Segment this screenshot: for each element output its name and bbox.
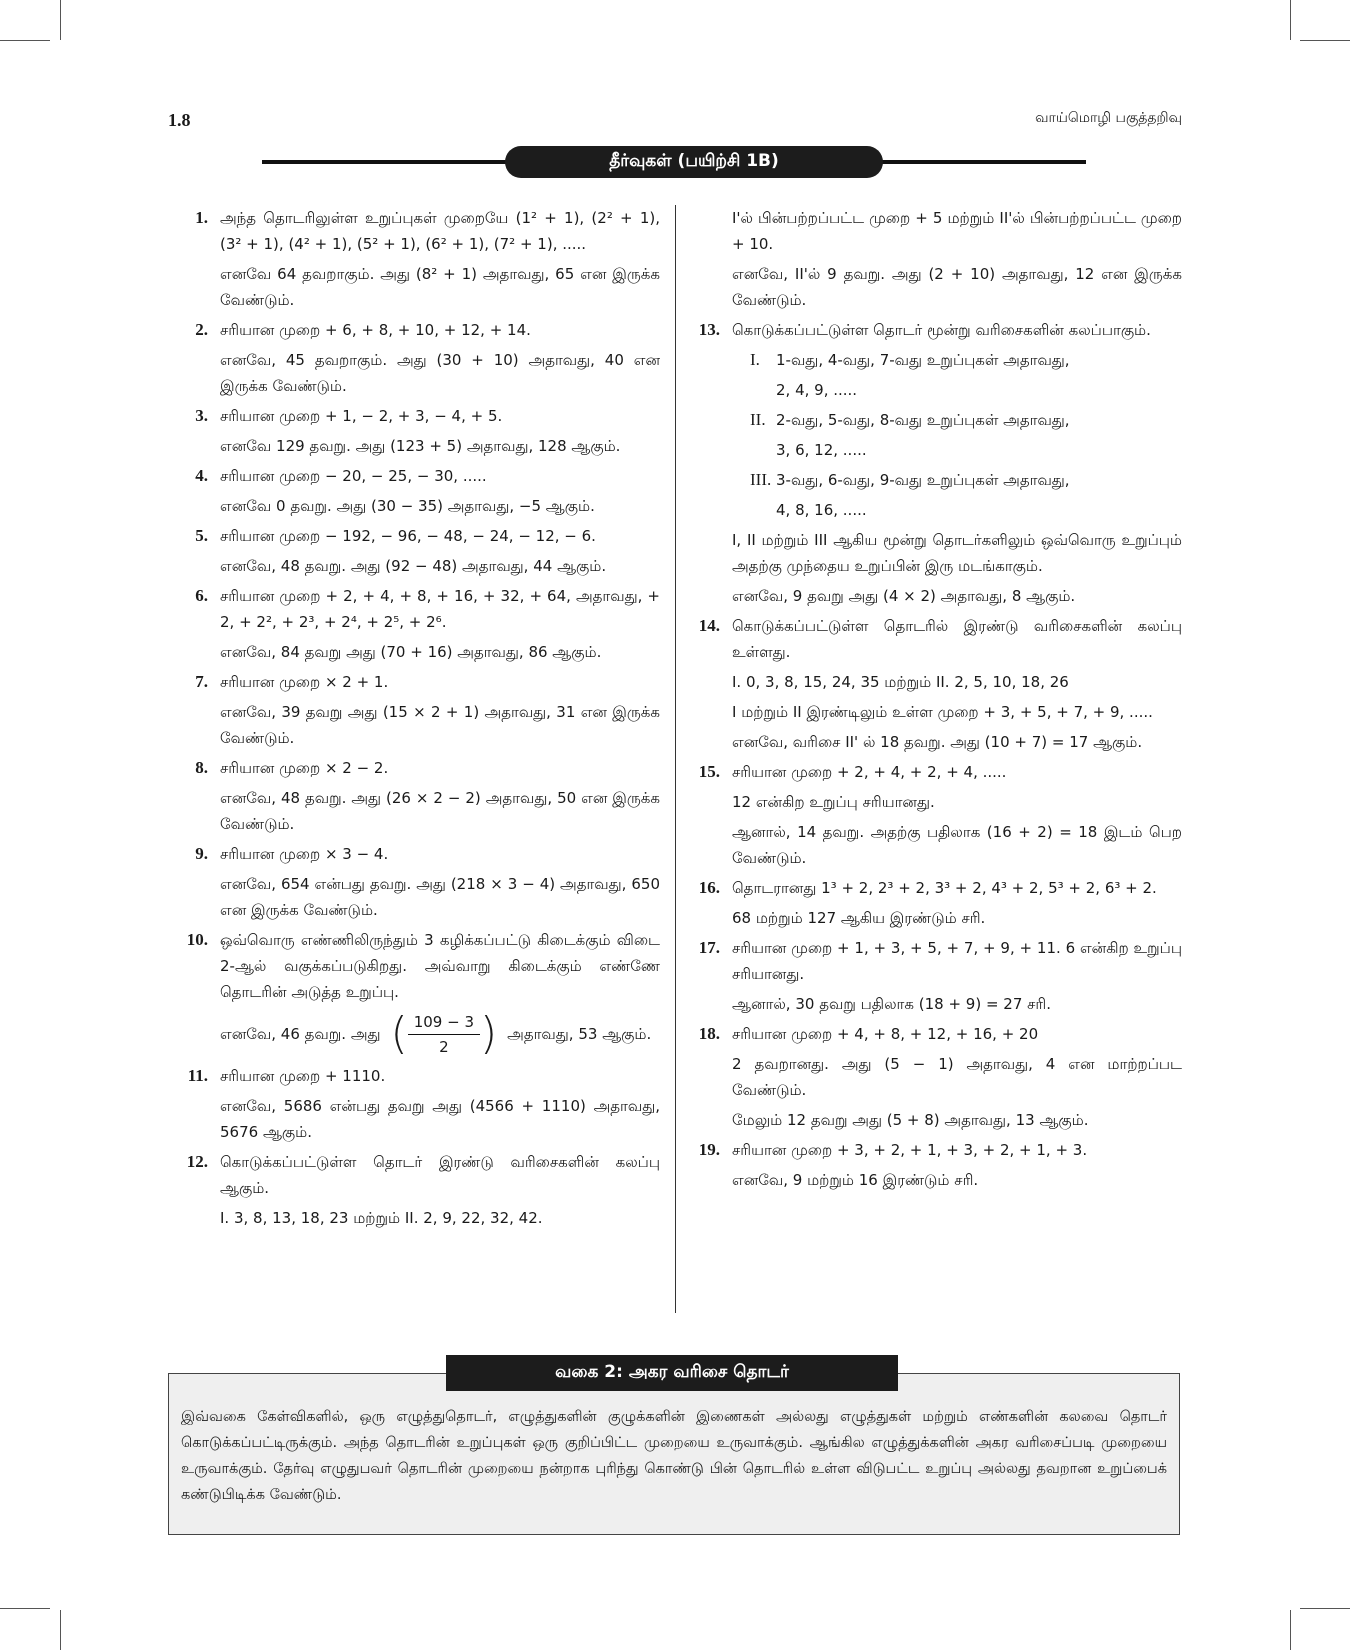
crop-mark (1300, 40, 1350, 41)
solution-number: 15. (698, 762, 720, 781)
solution-text: அந்த தொடரிலுள்ள உறுப்புகள் முறையே (1² + 1), (2² + 1), (3² + 1), (4² + 1), (5² + 1), (6² + 1), (7² + 1), ..... (220, 209, 660, 253)
solution-text-pre: எனவே, 46 தவறு. அது (220, 1025, 381, 1043)
solution-number: 5. (195, 526, 208, 545)
solution-number: 18. (698, 1024, 720, 1043)
solution-text: ஆனால், 14 தவறு. அதற்கு பதிலாக (16 + 2) = 18 இடம் பெற வேண்டும். (732, 823, 1182, 867)
sequence-description (750, 407, 1182, 433)
solution-12 (186, 1149, 660, 1231)
crop-mark (1290, 0, 1291, 40)
solution-number: 10. (186, 930, 208, 949)
sequence-values: 3, 6, 12, ..... (776, 441, 867, 459)
crop-mark (60, 1610, 61, 1650)
solution-item (698, 1021, 1182, 1133)
solution-number: 19. (698, 1140, 720, 1159)
solution-number: 8. (195, 758, 208, 777)
solution-item (698, 1137, 1182, 1193)
solution-text: I. 3, 8, 13, 18, 23 மற்றும் II. 2, 9, 22, 32, 42. (220, 1209, 543, 1227)
solution-item (190, 841, 660, 923)
solution-item (190, 317, 660, 399)
left-column (186, 205, 660, 1235)
solution-text: சரியான முறை − 192, − 96, − 48, − 24, − 12, − 6. (220, 527, 596, 545)
solution-number: 17. (698, 938, 720, 957)
type-box-title: வகை 2: அகர வரிசை தொடர் (446, 1355, 898, 1391)
solution-item (190, 205, 660, 313)
solution-text (220, 1009, 660, 1059)
column-divider (675, 205, 676, 1313)
type-box-body: இவ்வகை கேள்விகளில், ஒரு எழுத்துதொடர், எழுத்துகளின் குழுக்களின் இணைகள் அல்லது எழுத்துகள் மற்றும் எண்களின் கலவை தொடர் கொடுக்கப்பட்டிருக்கும். அந்த தொடரின் உறுப்புகள் ஒரு குறிப்பிட்ட முறையை உருவாக்கும். ஆங்கில எழுத்துக்களின் அகர வரிசைப்படி முறையை உருவாக்கும். தேர்வு எழுதுபவர் தொடரின் முறையை நன்றாக புரிந்து கொண்டு பின் தொடரில் உள்ள விடுபட்ட உறுப்பு அல்லது தவறான உறுப்பைக் கண்டுபிடிக்க வேண்டும். (181, 1409, 1167, 1503)
solution-text: சரியான முறை + 3, + 2, + 1, + 3, + 2, + 1, + 3. (732, 1141, 1088, 1159)
solution-text: எனவே, II'ல் 9 தவறு. அது (2 + 10) அதாவது, 12 என இருக்க வேண்டும். (732, 265, 1182, 309)
solutions-14-19 (698, 613, 1182, 1193)
sequence-values: 4, 8, 16, ..... (776, 501, 867, 519)
crop-mark (60, 0, 61, 40)
sequence-label: I. (750, 350, 760, 369)
solution-13 (698, 317, 1182, 609)
solution-text: 2 தவறானது. அது (5 − 1) அதாவது, 4 என மாற்றப்பட வேண்டும். (732, 1055, 1182, 1099)
solution-text: சரியான முறை + 1, + 3, + 5, + 7, + 9, + 11. 6 என்கிற உறுப்பு சரியானது. (732, 939, 1182, 983)
solution-item (190, 403, 660, 459)
solution-text: சரியான முறை + 1110. (220, 1067, 386, 1085)
solution-text: எனவே, 48 தவறு. அது (92 − 48) அதாவது, 44 ஆகும். (220, 557, 607, 575)
solution-text: சரியான முறை + 6, + 8, + 10, + 12, + 14. (220, 321, 531, 339)
solution-text: சரியான முறை − 20, − 25, − 30, ..... (220, 467, 487, 485)
sequence-item (732, 347, 1182, 403)
sequence-description (750, 467, 1182, 493)
solution-text: சரியான முறை + 2, + 4, + 8, + 16, + 32, + 64, அதாவது, + 2, + 2², + 2³, + 2⁴, + 2⁵, + 2⁶. (220, 587, 660, 631)
crop-mark (1290, 1610, 1291, 1650)
solution-text: எனவே, 654 என்பது தவறு. அது (218 × 3 − 4) அதாவது, 650 என இருக்க வேண்டும். (220, 875, 660, 919)
solution-text: சரியான முறை × 2 + 1. (220, 673, 389, 691)
solution-item (190, 755, 660, 837)
section-title: தீர்வுகள் (பயிற்சி 1B) (505, 146, 883, 178)
solution-text: எனவே, வரிசை II' ல் 18 தவறு. அது (10 + 7) = 17 ஆகும். (732, 733, 1143, 751)
solution-number: 12. (186, 1152, 208, 1171)
right-column (698, 205, 1182, 1197)
solution-text-post: அதாவது, 53 ஆகும். (507, 1025, 652, 1043)
solution-text: மேலும் 12 தவறு அது (5 + 8) அதாவது, 13 ஆகும். (732, 1111, 1089, 1129)
solution-number: 9. (195, 844, 208, 863)
type-box (168, 1373, 1180, 1535)
solution-text: எனவே, 9 தவறு அது (4 × 2) அதாவது, 8 ஆகும். (732, 587, 1076, 605)
page-number: 1.8 (168, 110, 191, 130)
solution-text: எனவே, 45 தவறாகும். அது (30 + 10) அதாவது, 40 என இருக்க வேண்டும். (220, 351, 660, 395)
solution-item (187, 1063, 660, 1145)
solution-text: கொடுக்கப்பட்டுள்ள தொடரில் இரண்டு வரிசைகளின் கலப்பு உள்ளது. (732, 617, 1182, 661)
sequence-label: III. (750, 470, 772, 489)
solution-text: எனவே 129 தவறு. அது (123 + 5) அதாவது, 128 ஆகும். (220, 437, 621, 455)
solution-text: எனவே 64 தவறாகும். அது (8² + 1) அதாவது, 65 என இருக்க வேண்டும். (220, 265, 660, 309)
fraction (391, 1009, 498, 1059)
solution-item (698, 613, 1182, 755)
sequence-item (732, 407, 1182, 463)
sequence-item (732, 467, 1182, 523)
solution-text: சரியான முறை + 2, + 4, + 2, + 4, ..... (732, 763, 1007, 781)
solution-text: தொடரானது 1³ + 2, 2³ + 2, 3³ + 2, 4³ + 2, 5³ + 2, 6³ + 2. (732, 879, 1157, 897)
solution-item (698, 759, 1182, 871)
solution-text: எனவே, 84 தவறு அது (70 + 16) அதாவது, 86 ஆகும். (220, 643, 602, 661)
crop-mark (0, 1608, 50, 1609)
running-title: வாய்மொழி பகுத்தறிவு (1035, 110, 1182, 126)
solution-10 (186, 927, 660, 1059)
solution-number: 6. (195, 586, 208, 605)
solution-item (190, 523, 660, 579)
solution-text: I, II மற்றும் III ஆகிய மூன்று தொடர்களிலும் ஒவ்வொரு உறுப்பும் அதற்கு முந்தைய உறுப்பின் இரு மடங்காகும். (732, 531, 1182, 575)
solution-text: எனவே 0 தவறு. அது (30 − 35) அதாவது, −5 ஆகும். (220, 497, 595, 515)
solution-item (190, 669, 660, 751)
solution-text: 12 என்கிற உறுப்பு சரியானது. (732, 793, 935, 811)
sequence-text: 3-வது, 6-வது, 9-வது உறுப்புகள் அதாவது, (776, 471, 1070, 489)
sequence-list (732, 347, 1182, 523)
solution-text: I'ல் பின்பற்றப்பட்ட முறை + 5 மற்றும் II'ல் பின்பற்றப்பட்ட முறை + 10. (732, 209, 1182, 253)
fraction-numerator: 109 − 3 (408, 1010, 480, 1035)
sequence-text: 2-வது, 5-வது, 8-வது உறுப்புகள் அதாவது, (776, 411, 1070, 429)
solution-item (698, 875, 1182, 931)
solution-number: 13. (698, 320, 720, 339)
sequence-label: II. (750, 410, 766, 429)
solution-text: சரியான முறை + 1, − 2, + 3, − 4, + 5. (220, 407, 503, 425)
solution-number: 7. (195, 672, 208, 691)
solution-12-continued (702, 205, 1182, 313)
paren-right-icon: ) (479, 1008, 498, 1059)
solution-11-container (187, 1063, 660, 1145)
crop-mark (1300, 1608, 1350, 1609)
solution-number: 2. (195, 320, 208, 339)
solution-text: எனவே, 9 மற்றும் 16 இரண்டும் சரி. (732, 1171, 979, 1189)
solution-text: எனவே, 48 தவறு. அது (26 × 2 − 2) அதாவது, 50 என இருக்க வேண்டும். (220, 789, 660, 833)
fraction-denominator: 2 (439, 1037, 449, 1056)
sequence-description (750, 347, 1182, 373)
solution-text: கொடுக்கப்பட்டுள்ள தொடர் இரண்டு வரிசைகளின் கலப்பு ஆகும். (220, 1153, 660, 1197)
solution-text: எனவே, 5686 என்பது தவறு அது (4566 + 1110) அதாவது, 5676 ஆகும். (220, 1097, 660, 1141)
sequence-values: 2, 4, 9, ..... (776, 381, 858, 399)
solution-number: 16. (698, 878, 720, 897)
solution-text: ஆனால், 30 தவறு பதிலாக (18 + 9) = 27 சரி. (732, 995, 1051, 1013)
solution-number: 4. (195, 466, 208, 485)
solution-number: 14. (698, 616, 720, 635)
solution-text: I மற்றும் II இரண்டிலும் உள்ள முறை + 3, + 5, + 7, + 9, ..... (732, 703, 1153, 721)
solution-item (190, 463, 660, 519)
solution-item (190, 583, 660, 665)
solution-text: கொடுக்கப்பட்டுள்ள தொடர் மூன்று வரிசைகளின் கலப்பாகும். (732, 321, 1151, 339)
solution-text: எனவே, 39 தவறு அது (15 × 2 + 1) அதாவது, 31 என இருக்க வேண்டும். (220, 703, 660, 747)
solution-text: I. 0, 3, 8, 15, 24, 35 மற்றும் II. 2, 5, 10, 18, 26 (732, 673, 1069, 691)
solution-text: சரியான முறை × 2 − 2. (220, 759, 389, 777)
solutions-1-9 (190, 205, 660, 923)
sequence-text: 1-வது, 4-வது, 7-வது உறுப்புகள் அதாவது, (776, 351, 1070, 369)
solution-text: சரியான முறை × 3 − 4. (220, 845, 389, 863)
solution-text: ஒவ்வொரு எண்ணிலிருந்தும் 3 கழிக்கப்பட்டு கிடைக்கும் விடை 2-ஆல் வகுக்கப்படுகிறது. அவ்வாறு கிடைக்கும் எண்ணே தொடரின் அடுத்த உறுப்பு. (220, 931, 660, 1001)
solution-number: 1. (195, 208, 208, 227)
solution-item (698, 935, 1182, 1017)
paren-left-icon: ( (390, 1008, 408, 1059)
solution-number: 11. (187, 1066, 208, 1085)
solution-text: 68 மற்றும் 127 ஆகிய இரண்டும் சரி. (732, 909, 986, 927)
fraction-body (408, 1010, 480, 1059)
solution-number: 3. (195, 406, 208, 425)
crop-mark (0, 40, 50, 41)
solution-text: சரியான முறை + 4, + 8, + 12, + 16, + 20 (732, 1025, 1039, 1043)
